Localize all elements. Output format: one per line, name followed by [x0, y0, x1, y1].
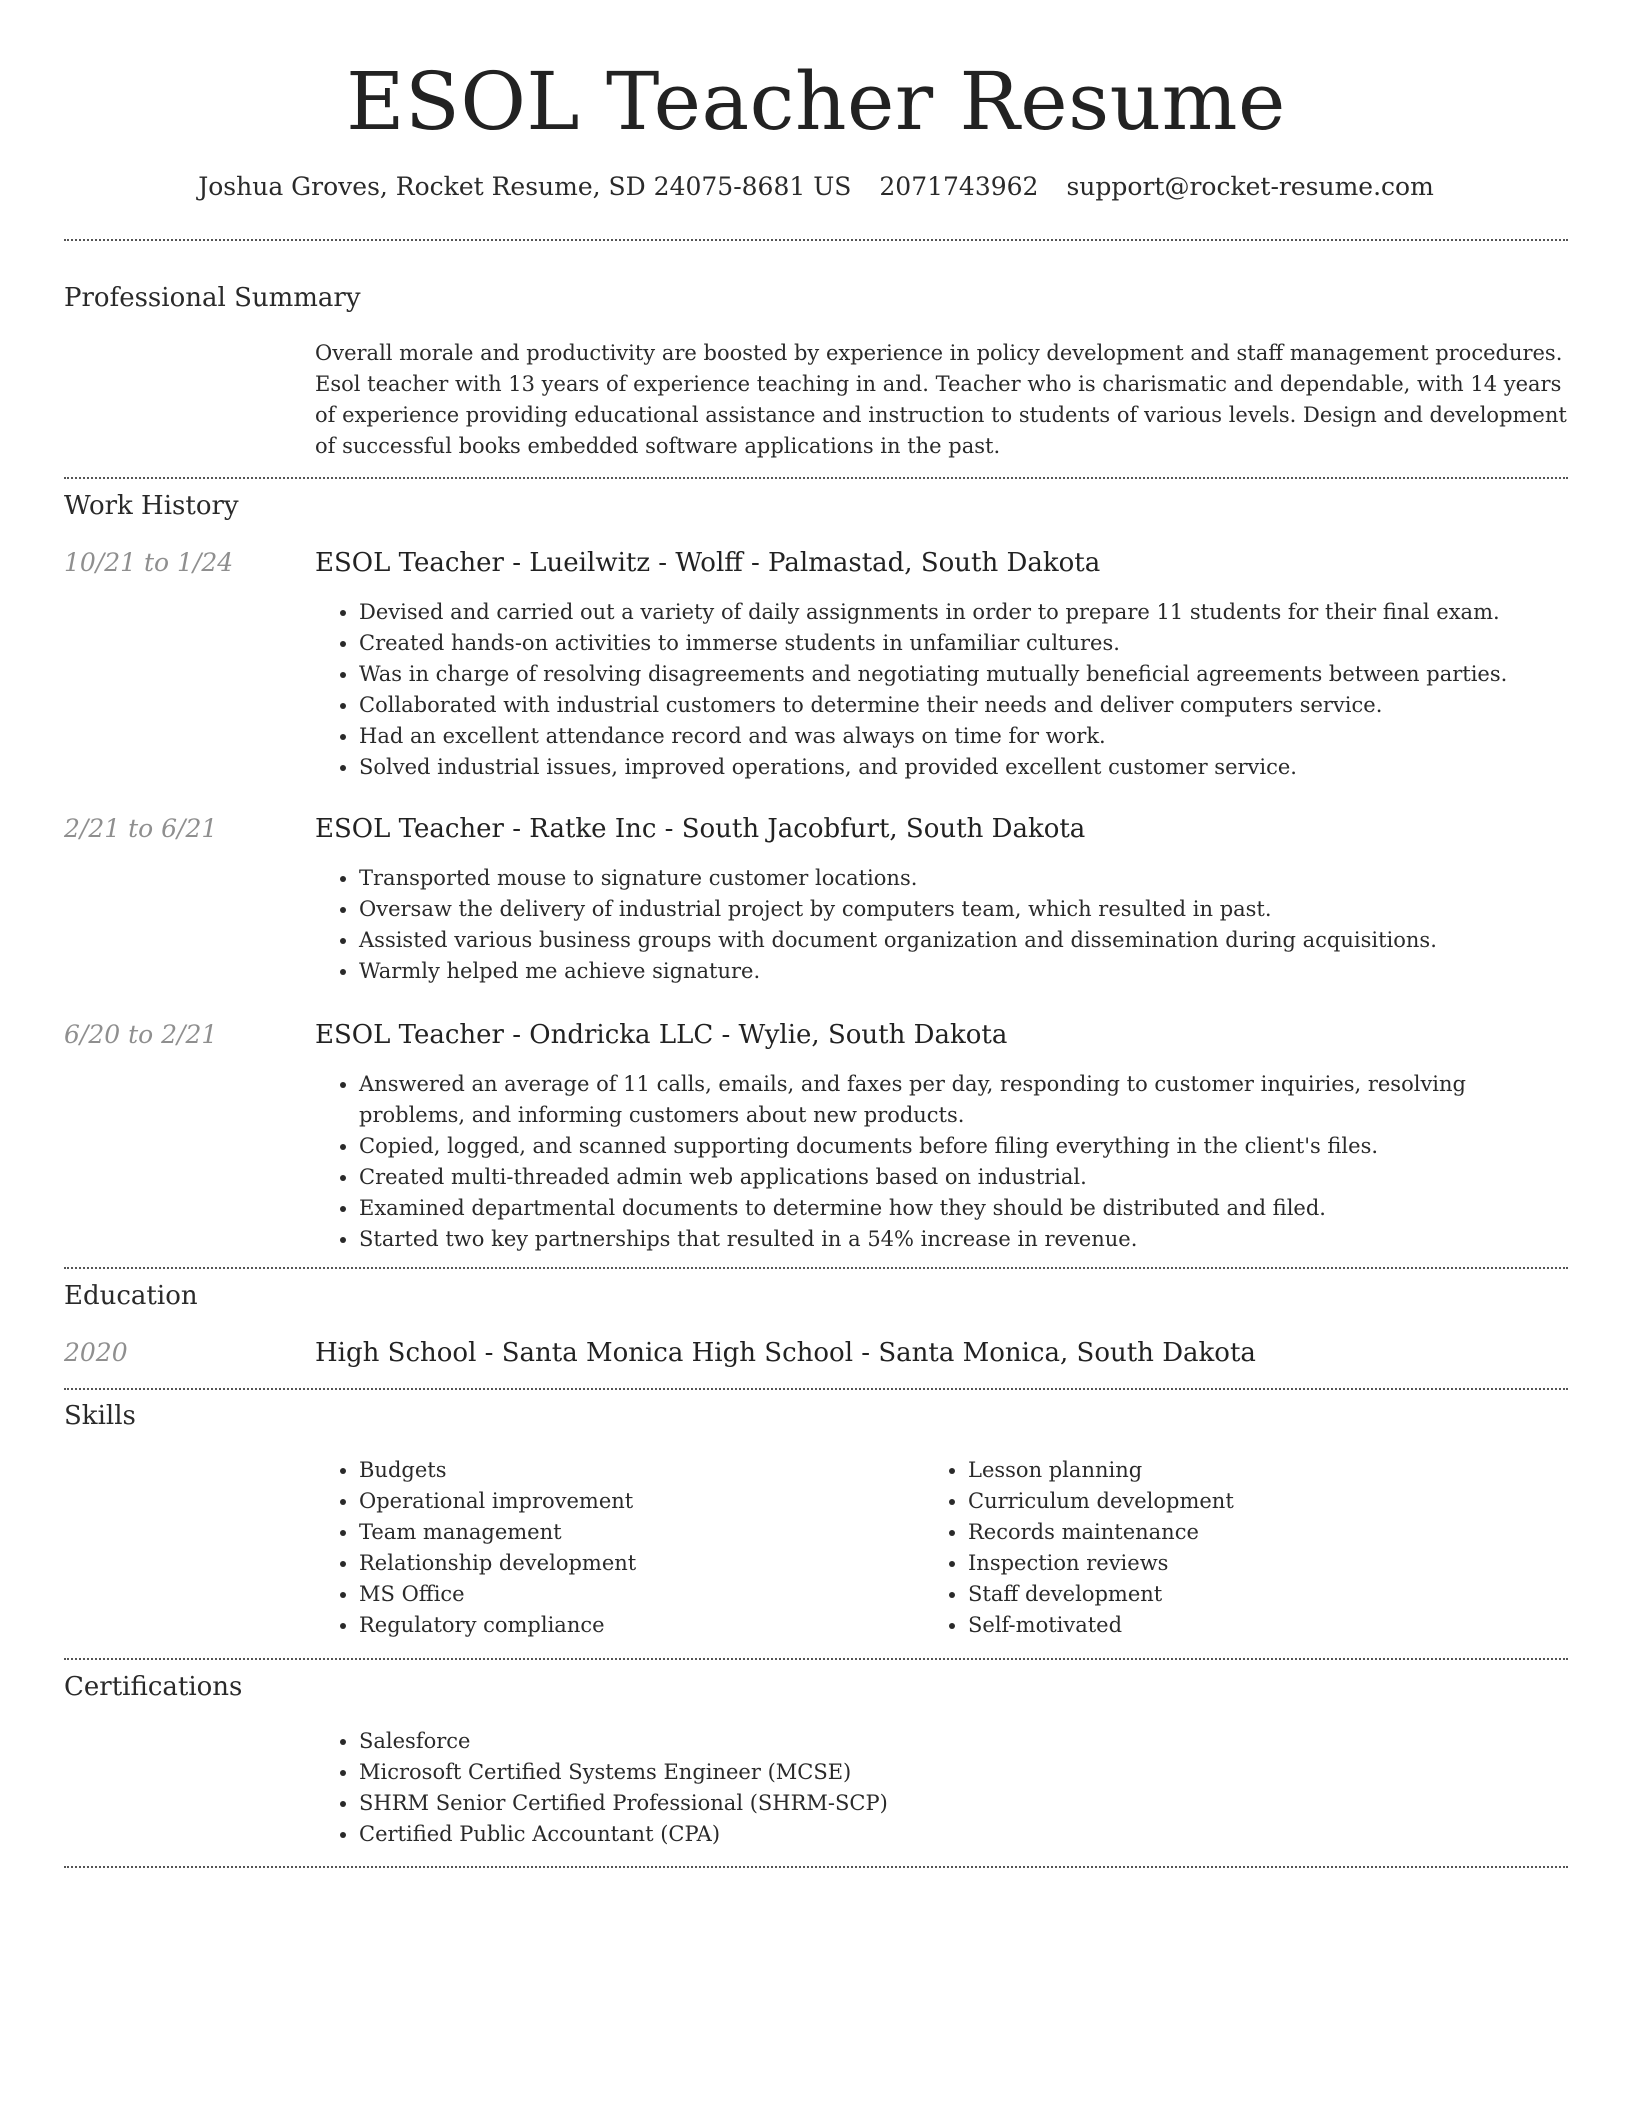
section-title-certifications: Certifications [64, 1672, 243, 1702]
list-item: • Microsoft Certified Systems Engineer (MCSE) [359, 1757, 1568, 1788]
divider [64, 239, 1568, 241]
contact-line [0, 170, 1632, 204]
section-title-summary: Professional Summary [64, 283, 361, 313]
section-title-skills: Skills [64, 1401, 136, 1431]
list-item: • Started two key partnerships that resulted in a 54% increase in revenue. [359, 1224, 1568, 1255]
job-title: ESOL Teacher - Ratke Inc - South Jacobfurt, South Dakota [315, 814, 1086, 844]
job-bullet-list [315, 597, 1568, 783]
list-item: • Transported mouse to signature customer locations. [359, 863, 1568, 894]
list-item: • Regulatory compliance [359, 1610, 919, 1641]
job-dates: 6/20 to 2/21 [64, 1020, 218, 1049]
contact-address: Joshua Groves, Rocket Resume, SD 24075-8681 US [198, 172, 852, 201]
job-bullet-list [315, 863, 1568, 987]
list-item: • Answered an average of 11 calls, emails, and faxes per day, responding to customer inquiries, resolving problems, and informing customers about new products. [359, 1069, 1568, 1131]
contact-phone: 2071743962 [879, 172, 1039, 201]
list-item: • Was in charge of resolving disagreements and negotiating mutually beneficial agreements between parties. [359, 659, 1568, 690]
list-item: • Self-motivated [968, 1610, 1568, 1641]
list-item: • SHRM Senior Certified Professional (SHRM-SCP) [359, 1788, 1568, 1819]
job-title: ESOL Teacher - Lueilwitz - Wolff - Palmastad, South Dakota [315, 548, 1101, 578]
divider [64, 477, 1568, 479]
job-dates: 10/21 to 1/24 [64, 548, 234, 577]
list-item: • Budgets [359, 1455, 919, 1486]
list-item: • Certified Public Accountant (CPA) [359, 1819, 1568, 1850]
list-item: • MS Office [359, 1579, 919, 1610]
list-item: • Operational improvement [359, 1486, 919, 1517]
divider [64, 1388, 1568, 1390]
education-year: 2020 [64, 1338, 128, 1367]
list-item: • Oversaw the delivery of industrial project by computers team, which resulted in past. [359, 894, 1568, 925]
job-bullet-list [315, 1069, 1568, 1255]
education-title: High School - Santa Monica High School - Santa Monica, South Dakota [315, 1338, 1256, 1368]
list-item: • Had an excellent attendance record and was always on time for work. [359, 721, 1568, 752]
list-item: • Salesforce [359, 1726, 1568, 1757]
section-title-work-history: Work History [64, 491, 239, 521]
list-item: • Assisted various business groups with document organization and dissemination during acquisitions. [359, 925, 1568, 956]
list-item: • Inspection reviews [968, 1548, 1568, 1579]
section-title-education: Education [64, 1281, 198, 1311]
contact-email: support@rocket-resume.com [1066, 172, 1434, 201]
list-item: • Solved industrial issues, improved operations, and provided excellent customer service. [359, 752, 1568, 783]
skills-list-left [315, 1455, 919, 1641]
skills-list-right [924, 1455, 1568, 1641]
list-item: • Warmly helped me achieve signature. [359, 956, 1568, 987]
list-item: • Staff development [968, 1579, 1568, 1610]
resume-title: ESOL Teacher Resume [346, 55, 1286, 148]
summary-text: Overall morale and productivity are boosted by experience in policy development and staff management procedures. Esol teacher with 13 years of experience teaching in and. Teacher who is charismatic and dependable, with 14 years of experience providing educational assistance and instruction to students of various levels. Design and development of successful books embedded software applications in the past. [315, 341, 1567, 458]
certifications-list [315, 1726, 1568, 1850]
list-item: • Team management [359, 1517, 919, 1548]
divider [64, 1267, 1568, 1269]
job-dates: 2/21 to 6/21 [64, 814, 218, 843]
list-item: • Lesson planning [968, 1455, 1568, 1486]
list-item: • Relationship development [359, 1548, 919, 1579]
list-item: • Records maintenance [968, 1517, 1568, 1548]
divider [64, 1658, 1568, 1660]
list-item: • Created multi-threaded admin web applications based on industrial. [359, 1162, 1568, 1193]
list-item: • Copied, logged, and scanned supporting documents before filing everything in the client's files. [359, 1131, 1568, 1162]
list-item: • Created hands-on activities to immerse students in unfamiliar cultures. [359, 628, 1568, 659]
divider [64, 1866, 1568, 1868]
list-item: • Collaborated with industrial customers to determine their needs and deliver computers service. [359, 690, 1568, 721]
list-item: • Examined departmental documents to determine how they should be distributed and filed. [359, 1193, 1568, 1224]
list-item: • Devised and carried out a variety of daily assignments in order to prepare 11 students for their final exam. [359, 597, 1568, 628]
job-title: ESOL Teacher - Ondricka LLC - Wylie, South Dakota [315, 1020, 1008, 1050]
list-item: • Curriculum development [968, 1486, 1568, 1517]
